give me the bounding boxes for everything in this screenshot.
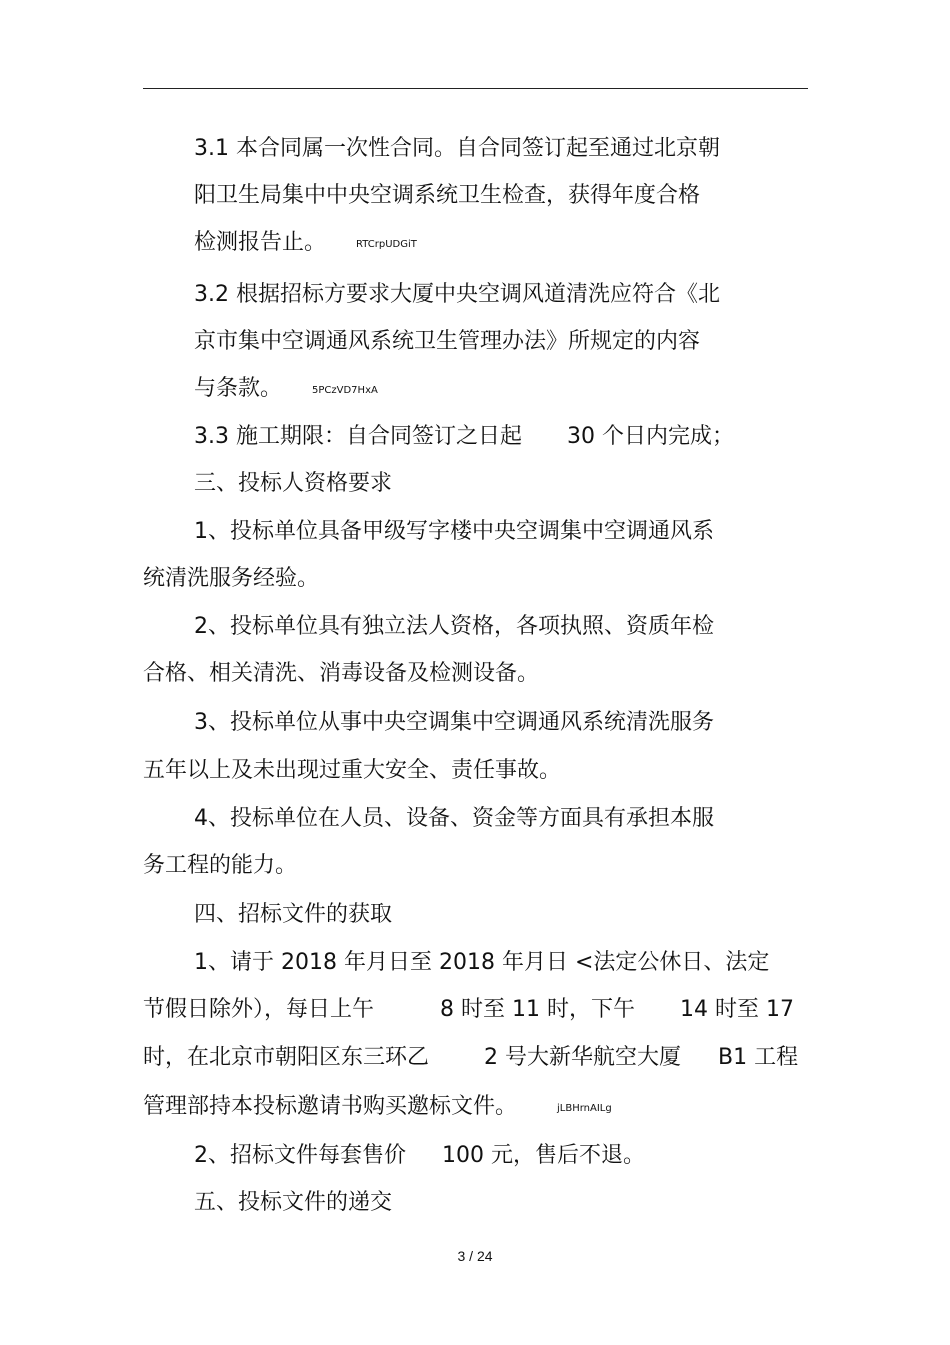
text-line: 2、招标文件每套售价 <box>194 1143 406 1168</box>
text-span: 管理部持本投标邀请书购买邀标文件。 <box>143 1094 518 1119</box>
text-line: 1、请于 2018 年月日至 2018 年月日 <法定公休日、法定 <box>194 950 770 975</box>
text-line: 3.2 根据招标方要求大厦中央空调风道清洗应符合《北 <box>194 282 720 307</box>
text-line: B1 工程 <box>718 1045 799 1070</box>
text-line: 五年以上及未出现过重大安全、责任事故。 <box>143 758 562 783</box>
text-line: 合格、相关清洗、消毒设备及检测设备。 <box>143 661 540 686</box>
text-line: 统清洗服务经验。 <box>143 566 320 591</box>
text-line: 14 时至 17 <box>680 997 794 1022</box>
text-span: 检测报告止。 <box>194 230 327 255</box>
section-heading: 四、招标文件的获取 <box>194 902 393 927</box>
text-line: 3、投标单位从事中央空调集中空调通风系统清洗服务 <box>194 710 714 735</box>
doc-code: jLBHrnAILg <box>557 1103 612 1114</box>
text-line: 30 个日内完成； <box>567 424 734 449</box>
section-heading: 三、投标人资格要求 <box>194 471 393 496</box>
doc-code: 5PCzVD7HxA <box>312 385 378 396</box>
text-line: 京市集中空调通风系统卫生管理办法》所规定的内容 <box>194 329 701 354</box>
text-line: 3.1 本合同属一次性合同。自合同签订起至通过北京朝 <box>194 136 720 161</box>
text-line: 2 号大新华航空大厦 <box>484 1045 681 1070</box>
text-line: 1、投标单位具备甲级写字楼中央空调集中空调通风系 <box>194 519 714 544</box>
doc-code: RTCrpUDGiT <box>356 239 417 250</box>
text-line: 务工程的能力。 <box>143 853 298 878</box>
text-line: 时，在北京市朝阳区东三环乙 <box>143 1045 430 1070</box>
text-line: 4、投标单位在人员、设备、资金等方面具有承担本服 <box>194 806 714 831</box>
text-line: 100 元，售后不退。 <box>442 1143 645 1168</box>
text-line <box>143 1094 612 1122</box>
page-number: 3 / 24 <box>457 1248 493 1264</box>
section-heading: 五、投标文件的递交 <box>194 1190 393 1215</box>
text-line: 阳卫生局集中中央空调系统卫生检查，获得年度合格 <box>194 183 701 208</box>
text-line <box>194 376 378 404</box>
text-line: 3.3 施工期限：自合同签订之日起 <box>194 424 522 449</box>
text-line: 节假日除外），每日上午 <box>143 997 375 1022</box>
header-rule <box>143 88 808 89</box>
text-line: 8 时至 11 时，下午 <box>440 997 635 1022</box>
text-line: 2、投标单位具有独立法人资格，各项执照、资质年检 <box>194 614 714 639</box>
text-span: 与条款。 <box>194 376 283 401</box>
text-line <box>194 230 417 258</box>
